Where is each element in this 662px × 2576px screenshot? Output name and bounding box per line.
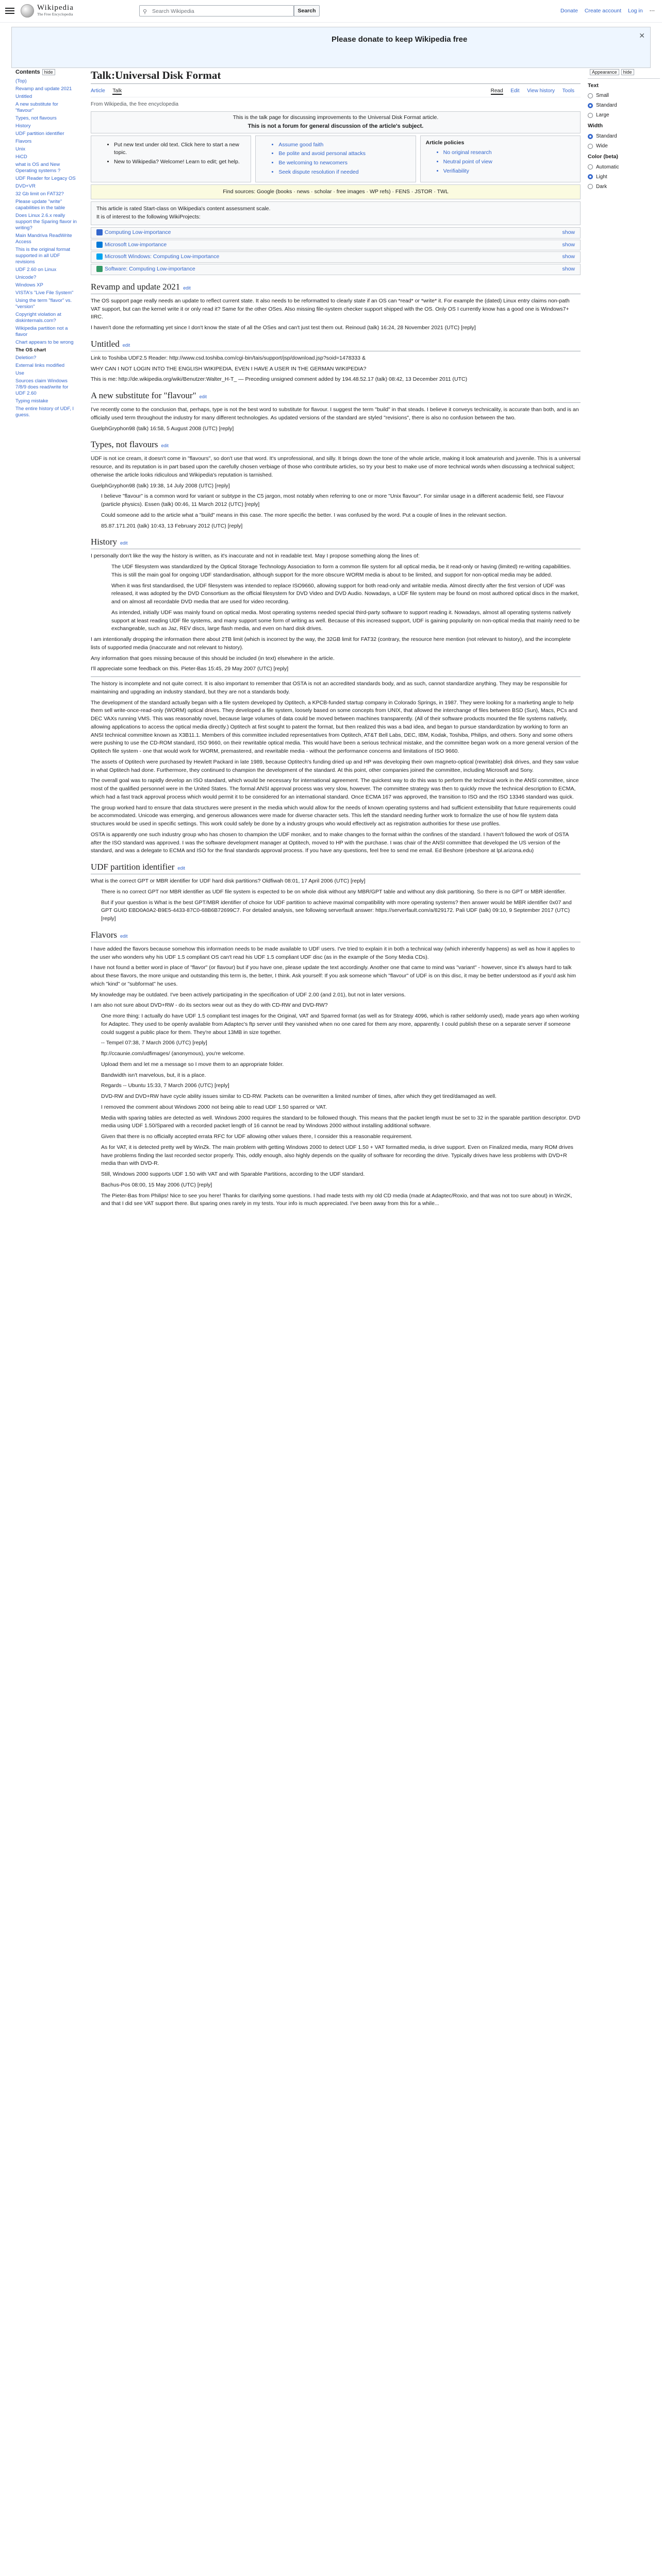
wikiproject-name[interactable]: Software: Computing (105, 266, 156, 272)
comment-paragraph: I have added the flavors because somehow this information needs to be made available to UDF users. I've tried to explain it in both a technical way (which inherently happens) as well as how it applies to the user who wonders why his UDF 1.5 compliant OS can't read his UDF 1.5 compliant UDF disc (as in the example of the Sony Media CDs). (91, 945, 575, 960)
toc-title: Contents hide (15, 68, 77, 77)
comment-paragraph: The history is incomplete and not quite correct. It is also important to remember that OSTA is not an accredited standards body, and as such, cannot standardize anything. They may be responsible for maintaining and upgrading an industry standard, but they are not a standards body. (91, 681, 568, 695)
comment-paragraph: I am also not sure about DVD+RW - do its sectors wear out as they do with CD-RW and DVD-RW? (91, 1002, 328, 1009)
comment-paragraph: There is no correct GPT nor MBR identifier as UDF file system is expected to be on whole disk without any MBR/GPT table and without any disk partitioning. So there is no GPT or MBR identifier. (101, 888, 566, 895)
toc-item[interactable]: History (15, 123, 31, 129)
more-options-icon[interactable]: ⋯ (649, 8, 655, 14)
appearance-title: Appearance hide (588, 68, 660, 79)
talk-tips (91, 135, 581, 182)
section-heading (91, 281, 581, 294)
width-wide-radio[interactable]: Wide (588, 142, 660, 150)
section-heading (91, 536, 581, 549)
comment-paragraph: I believe "flavour" is a common word for variant or subtype in the C5 jargon, most notably when referring to one or more "Unix flavour". For similar usage in a different academic field, see Flavour (particle physics). Essen (talk) 00:46, 11 March 2012 (UTC) [reply] (101, 493, 564, 507)
width-label: Width (588, 123, 603, 129)
tip-new-topic[interactable]: • Put new text under old text. Click here to start a new topic. (114, 141, 245, 158)
policy-verifiability[interactable]: • Verifiability (443, 167, 575, 176)
section-edit-link[interactable]: edit (199, 394, 207, 399)
width-standard-radio[interactable]: Standard (588, 132, 660, 140)
tip-welcoming[interactable]: • Be welcoming to newcomers (278, 159, 410, 167)
toc-item[interactable]: The entire history of UDF, I guess. (15, 405, 74, 418)
find-sources[interactable]: Find sources: Google (books · news · scholar · free images · WP refs) · FENS · JSTOR · TWL (91, 184, 581, 200)
talk-header-line1: This is the talk page for discussing improvements to the Universal Disk Format article. (233, 114, 439, 121)
policy-nor[interactable]: • No original research (443, 149, 575, 157)
comment-paragraph: Media with sparing tables are detected as well. Windows 2000 requires the standard to be followed though. This means that the packet length must be set to 32 in the sparable partition descriptor. DVD media using UDF 1.50/Spared with a recorded packet length of 16 cannot be read by Windows 2000 without installing additional software. (101, 1114, 581, 1129)
toc-item[interactable]: Chart appears to be wrong (15, 339, 74, 345)
rating-line2: It is of interest to the following WikiProjects: (96, 214, 201, 220)
section-edit-link[interactable]: edit (120, 540, 128, 546)
comment-paragraph: I am intentionally dropping the information there about 2TB limit (which is incorrect by the way, the 32GB limit for FAT32 (contrary, the resource here mention (not relevant to history), and the incomplete lists of supported media (inaccurate and not relevant to history). (91, 636, 571, 651)
comment-paragraph: What is the correct GPT or MBR identifier for UDF hard disk partitions? Oldfiwah 08:01, 17 April 2006 (UTC) [reply] (91, 878, 366, 884)
section-title: History (91, 537, 117, 547)
section-title: Flavors (91, 929, 117, 940)
page-tabs (91, 87, 581, 97)
wikipedia-tagline: The Free Encyclopedia (37, 12, 73, 16)
wikiproject-importance[interactable]: Low-importance (132, 229, 171, 235)
comment-paragraph: Could someone add to the article what a "build" means in this case. The more specific the better. I was confused by the word. Put a couple of lines in the relevant section. (101, 512, 507, 518)
toc-item[interactable]: The OS chart (15, 347, 46, 353)
toc-item[interactable]: HiCD (15, 154, 27, 160)
toc-item[interactable]: Types, not flavours (15, 115, 57, 121)
site-sub: From Wikipedia, the free encyclopedia (91, 101, 179, 107)
color-automatic-radio[interactable]: Automatic (588, 163, 660, 171)
wikiproject-label (96, 253, 219, 261)
tab-tools[interactable]: Tools (562, 88, 574, 94)
comment-paragraph: But if your question is What is the best GPT/MBR identifier of choice for UDF partition to achieve maximal compatibility with more operating systems? then answer would be MBR identifier 0x07 and GPT GUID EBD0A0A2-B9E5-4433-87C0-68B6B72699C7. For detailed analysis, see following serverfault answer: https://serverfault.com/a/829172. Pali UDF (talk) 09:10, 9 September 2017 (UTC) [reply] (101, 899, 572, 922)
section-title: Types, not flavours (91, 439, 158, 450)
color-light-radio[interactable]: Light (588, 173, 660, 181)
toc-item[interactable]: Unix (15, 146, 26, 152)
comment-paragraph: The overall goal was to rapidly develop an ISO standard, which would be necessary for international agreement. The quickest way to do this was to perform the technical work in the ANSI committee, since most of the qualified personnel were in the United States. The formal ANSI approval process was very slow, however. The committee strategy was then to quickly move the technical description to ECMA, which had a fast track approval process which would permit it to be considered for an international standard. Once ECMA 167 was approved, the transition to ISO and the ISO 13346 standard was quick. (91, 777, 579, 800)
toc-item[interactable]: Use (15, 370, 24, 376)
comment-paragraph: The Pieter-Bas from Philips! Nice to see you here! Thanks for clarifying some questions. I had made tests with my old CD media (made at Adaptec/Roxio, and that was not too sure about) in Win2K, and that I did see VAT support there. But sparing ones rarely in my tests. Your info is much appreciated. I've been away from this for a while... (101, 1192, 572, 1207)
separator (91, 676, 581, 677)
comment-paragraph: The group worked hard to ensure that data structures were present in the media which would allow for the needs of known operating systems and had sufficient extensibility that future requirements could be accommodated. Unicode was emerging, and generous allowances were made for diverse character sets. This left the standard needing further work to formalize the use of how file system data structures would be used in specific settings. This work could safely be done by a industry groups who would effectively act as registration authorities for these use profiles. (91, 804, 576, 827)
comment-paragraph: As for VAT, it is detected pretty well by WinZk. The main problem with getting Windows 2000 to detect UDF 1.50 + VAT formatted media, is drive support. Even on Finalized media, many ROM drives have problems finding the last recorded sector properly. This, oddly enough, also highly depends on the quality of software for recording the drive. Typically drives have less problems with DVD+R media than with DVD-R. (101, 1144, 573, 1167)
toc-item[interactable]: Wikipedia partition not a flavor (15, 325, 68, 337)
wikiproject-icon (96, 242, 103, 248)
color-dark-radio[interactable]: Dark (588, 183, 660, 191)
section-title: UDF partition identifier (91, 862, 175, 872)
comment-paragraph: Any information that goes missing because of this should be included (in text) elsewhere in the article. (91, 655, 335, 662)
appearance-hide-button[interactable]: hide (621, 69, 634, 75)
toc-item[interactable]: Unicode? (15, 274, 37, 280)
site-header (0, 0, 662, 23)
toc-item[interactable]: DVD+VR (15, 183, 36, 189)
tip-welcome[interactable]: • New to Wikipedia? Welcome! Learn to edit; get help. (114, 158, 245, 166)
banner-text: Please donate to keep Wikipedia free (332, 35, 468, 44)
text-small-radio[interactable]: Small (588, 92, 660, 99)
wikipedia-globe-logo[interactable] (21, 4, 34, 18)
search-input[interactable] (139, 5, 294, 16)
tip-polite[interactable]: • Be polite and avoid personal attacks (278, 150, 410, 158)
tip-dispute[interactable]: • Seek dispute resolution if needed (278, 168, 410, 177)
create-account-link[interactable]: Create account (584, 8, 622, 14)
comment-paragraph: The assets of Optitech were purchased by Hewlett Packard in late 1989, because Optitech's funding dried up and HP was developing their own magneto-optical (rewritable) disk drives, and they saw value in what Optitech had done. Furthermore, they continued to champion the development of the standard. At this point, other companies joined the committee, including Microsoft and Sony. (91, 758, 579, 773)
section-edit-link[interactable]: edit (161, 443, 169, 449)
section-title: A new substitute for "flavour" (91, 391, 196, 400)
toc-item[interactable]: This is the original format supported in all UDF revisions (15, 246, 71, 265)
table-of-contents (15, 68, 77, 420)
toc-item[interactable]: what is OS and New Operating systems ? (15, 161, 61, 174)
tab-read[interactable]: Read (490, 88, 503, 94)
appearance-panel (588, 68, 660, 193)
wikiproject-label (96, 241, 167, 249)
comment-paragraph: ftp://ccaunie.com/udfimages/ (anonymous), you're welcome. (101, 1050, 245, 1057)
tips-mid (255, 135, 416, 182)
toc-item[interactable]: Untitled (15, 93, 32, 99)
toc-item[interactable]: 32 Gb limit on FAT32? (15, 191, 64, 197)
comment-paragraph: Upload them and let me a message so I move them to an appropriate folder. (101, 1061, 284, 1067)
toc-item[interactable]: Does Linux 2.6.x really support the Sparing flavor in writing? (15, 212, 77, 231)
wikiproject-name[interactable]: Computing (105, 229, 131, 235)
comment-paragraph: I've recently come to the conclusion that, perhaps, type is not the best word to substitute for flavour. I suggest the term "build" in that steads. I believe it conveys technicality, is accurate than both, and is an officially used term throughout the industry for many different technologies. As updated versions of the standard are styled "revisions", there is also no confusion between the two. (91, 406, 579, 421)
section-edit-link[interactable]: edit (122, 342, 130, 348)
personal-tools (555, 7, 655, 15)
comment-paragraph: OSTA is apparently one such industry group who has chosen to champion the UDF moniker, and to make changes to the format within the confines of the standard. I haven't followed the work of OSTA after the ISO standard was approved. I was the software development manager at Optitech, moved to HP with the purchase. I was chair of the ANSI committee that developed the US version of the standard, and was a delegate to ECMA and ISO for the final standards approval process. If you have any questions, feel free to send me email. Ed Beshore (ebeshore at lpl.arizona.edu) (91, 831, 569, 854)
text-large-radio[interactable]: Large (588, 111, 660, 119)
toc-hide-button[interactable]: hide (42, 69, 55, 75)
section-heading (91, 439, 581, 452)
toc-item[interactable]: Typing mistake (15, 398, 48, 404)
talk-header (91, 111, 581, 133)
comment-paragraph: This is me: http://de.wikipedia.org/wiki/Benutzer:Walter_H-T_ — Preceding unsigned comment added by 194.48.52.17 (talk) 08:42, 13 December 2011 (UTC) (91, 376, 468, 383)
toc-item[interactable]: External links modified (15, 362, 65, 368)
toc-item[interactable]: Deletion? (15, 354, 37, 361)
comment-paragraph: I haven't done the reformatting yet since I don't know the state of all the OSes and can't just test them out. Reinoud (talk) 16:24, 28 November 2021 (UTC) [reply] (91, 325, 476, 331)
policy-npov[interactable]: • Neutral point of view (443, 158, 575, 166)
wikiproject-icon (96, 266, 103, 272)
comment-paragraph: WHY CAN I NOT LOGIN INTO THE ENGLISH WIKIPEDIA, EVEN I HAVE A USER IN THE GERMAN WIKIPEDIA? (91, 365, 367, 372)
toc-item[interactable]: Flavors (15, 138, 32, 144)
donation-banner (11, 27, 651, 68)
toc-item[interactable]: VISTA's "Live File System" (15, 290, 74, 296)
wikiproject-name[interactable]: Microsoft (105, 241, 127, 248)
comment-paragraph: I have not found a better word in place of "flavor" (or flavour) but if you have one, please update the text accordingly. Another one that came to mind was "variant" - however, since it's always hard to talk about these flavors, the more unique and outstanding this term is, the better, I think. Ask yourself: If you ask someone which "flavour" of UDF is on this disc, it may be better understood as if you'd ask him which "kind" or "subformat" he uses. (91, 964, 576, 987)
wikiproject-importance[interactable]: Low-importance (180, 253, 220, 260)
wikiproject-label (96, 265, 195, 274)
search-placeholder: Search Wikipedia (152, 8, 194, 14)
comment-paragraph: I personally don't like the way the history is written, as it's inaccurate and not in readable text. May I propose something along the lines of: (91, 553, 420, 560)
page-title: Talk:Universal Disk Format (91, 68, 581, 84)
wikiproject-row (91, 240, 581, 251)
wikiproject-row (91, 251, 581, 263)
comment-paragraph: As intended, initially UDF was mainly found on optical media. Most operating systems needed special third-party software to support reading it. Nowadays, almost all operating systems natively support at least reading UDF file systems, and many support some form of writing as well. Because of this increased support, UDF is gaining popularity on non-optical media that mainly need to be exchangeable, such as Jaz, REV discs, large flash media, and even on hard disk drives. (111, 609, 580, 632)
wikiproject-icon (96, 229, 103, 235)
toc-item[interactable]: Using the term "flavor" vs. "version" (15, 297, 72, 310)
wikiproject-row (91, 264, 581, 275)
tip-good-faith[interactable]: • Assume good faith (278, 141, 410, 149)
wikiproject-importance[interactable]: Low-importance (156, 266, 195, 272)
login-link[interactable]: Log in (627, 8, 643, 14)
wikipedia-wordmark[interactable]: Wikipedia (37, 4, 74, 12)
comment-paragraph: DVD-RW and DVD+RW have cycle ability issues similar to CD-RW. Packets can be overwritten a limited number of times, after which they get tired/damaged as well. (101, 1093, 497, 1099)
section-heading (91, 929, 581, 942)
comment-paragraph: One more thing: I actually do have UDF 1.5 compliant test images for the Original, VAT and Sparred format (as well as for Strategy 4096, which is rather seldomly used), made years ago when working for Adaptec. They used to be openly available from Adaptec's ftp server until they vanished when no one cared for them any more, apparently. I could publish these on a separate server if someone could suggest a public place for them. They're about 13MB in size together. (101, 1013, 580, 1036)
talk-header-line2: This is not a forum for general discussion of the article's subject. (247, 123, 424, 129)
section-edit-link[interactable]: edit (177, 866, 185, 871)
wikiproject-importance[interactable]: Low-importance (128, 241, 167, 248)
toc-item[interactable]: A new substitute for "flavour" (15, 101, 58, 113)
comment-paragraph: Link to Toshiba UDF2.5 Reader: http://www.csd.toshiba.com/cgi-bin/tais/support/jsp/download.jsp?soid=1478333 & (91, 354, 366, 361)
comment-paragraph: Still, Windows 2000 supports UDF 1.50 with VAT and with Sparable Partitions, according to the UDF standard. (101, 1171, 365, 1177)
comment-paragraph: Given that there is no officially accepted errata RFC for UDF allowing other values there, I consider this a reasonable requirement. (101, 1133, 412, 1140)
toc-item[interactable]: Sources claim Windows 7/8/9 does read/write for UDF 2.60 (15, 378, 69, 396)
rating-line1: This article is rated Start-class on Wikipedia's content assessment scale. (96, 206, 271, 212)
toc-item[interactable]: Please update "write" capabilities in the table (15, 198, 65, 211)
close-icon[interactable]: ✕ (639, 31, 645, 40)
section-edit-link[interactable]: edit (183, 285, 191, 291)
color-label: Color (beta) (588, 154, 618, 160)
search-button[interactable]: Search (294, 5, 320, 16)
section-heading (91, 390, 581, 403)
toc-item[interactable]: (Top) (15, 78, 27, 84)
toc-item[interactable]: Windows XP (15, 282, 43, 288)
comment-paragraph: The OS support page really needs an update to reflect current state. It also needs to be reformatted to clearly state if an OS can *read* or *write* it. For example the (dated) Linux entry claims non-path VAT support, but can the kernel write it or only read it? Same for the other OSes. Also missing file-system checker support shipped with the OS. Only OS I currently know has a good one is Windows7+ IIRC. (91, 297, 570, 320)
rating-box (91, 201, 581, 225)
section-title: Revamp and update 2021 (91, 281, 180, 292)
main-content (91, 68, 581, 1211)
tab-edit[interactable]: Edit (510, 88, 520, 94)
tips-left (91, 135, 251, 182)
wikiproject-row (91, 227, 581, 239)
section-title: Untitled (91, 338, 120, 349)
comment-paragraph: -- Tempel 07:38, 7 March 2006 (UTC) [reply] (101, 1040, 207, 1046)
comment-paragraph: My knowledge may be outdated. I've been actively participating in the specification of UDF 2.00 (and 2.01), but not in later versions. (91, 991, 406, 998)
toc-item[interactable]: UDF Reader for Legacy OS (15, 175, 76, 181)
wikiproject-label (96, 229, 171, 237)
comment-paragraph: When it was first standardised, the UDF filesystem was intended to replace ISO9660, allowing support for both read-only and writable media. Almost directly after the first version of UDF was released, it was adopted by the DVD Consortium as the official filesystem for DVD Video and DVD Audio. Nowadays, a UDF file system may be found on most authored optical discs in the market, and on almost all recordable DVD media that are used for video recording. (111, 582, 579, 605)
donate-link[interactable]: Donate (560, 8, 578, 14)
section-heading (91, 338, 581, 351)
show-button[interactable]: show (562, 253, 575, 260)
comment-paragraph: Bandwidth isn't marvelous, but, it is a place. (101, 1072, 206, 1078)
toc-item[interactable]: Copyright violation at diskinternals.com? (15, 311, 61, 324)
tips-right (420, 135, 581, 182)
comment-paragraph: GuelphGryphon98 (talk) 19:38, 14 July 2008 (UTC) [reply] (91, 482, 230, 489)
wikiproject-icon (96, 253, 103, 260)
comment-paragraph: 85.87.171.201 (talk) 10:43, 13 February 2012 (UTC) [reply] (101, 522, 243, 529)
toc-item[interactable]: UDF 2.60 on Linux (15, 266, 57, 273)
comment-paragraph: Regards -- Ubuntu 15:33, 7 March 2006 (UTC) [reply] (101, 1082, 229, 1089)
comment-paragraph: The UDF filesystem was standardized by the Optical Storage Technology Association to form a common file system for all optical media, be it read-only or having (limited) re-writing capabilities. This is still the main goal for ongoing UDF standardisation, although support for the more obscure WORM media is about to be limited, and support for non-optical media may be added. (111, 564, 571, 578)
text-size-label: Text (588, 82, 599, 89)
comment-paragraph: UDF is not ice cream, it doesn't come in "flavours", so don't use that word. It's unprofessional, and silly. It brings down the tone of the whole article, making it look amateurish and juvenile. This is a universal resource, and its reputation is in part based upon the carefully chosen verbiage of those who contribute articles, so try your best to make use of more technical words when discussing a technical subject; otherwise the article looks ridiculous and Wikipedia's reputation is tarnished. (91, 455, 581, 478)
comment-paragraph: GuelphGryphon98 (talk) 16:58, 5 August 2008 (UTC) [reply] (91, 425, 234, 432)
section-edit-link[interactable]: edit (120, 933, 128, 939)
tab-view-history[interactable]: View history (527, 88, 555, 94)
comment-paragraph: The development of the standard actually began with a file system developed by Optitech, a KPCB-funded startup company in Colorado Springs, in 1987. They were looking for a marketing angle to help them sell write-once-read-only (WORM) optical drives. They developed a file system, loosely based on some concepts from UNIX, that allowed the interchange of files between BSD (Sun), Macs, PCs and DEC VAXs running VMS. This was reasonably novel, because large volumes of data could be moved between machines transparently. (All of their software products mounted the file systems natively, allowing applications to access the optical media directly.) Optitech at first sought to patent the format, but then realized this was a bad idea, and began to pursue standardization by working to form an ANSI technical committee known as X3B11.1. Members of this committee included representatives from Optitech, AT&T Bell Labs, DEC, IBM, Kodak, Toshiba, Philips, and others. Sony and some others were pushing to use the CD-ROM standard, ISO 9660, on their rewritable optical media. This would have been a serious technical mistake, and the committee began work on a more general version of the Optitech file system - one that would work for WORM, premastered, and rewritable media - without the performance concerns and limitations of ISO 9660. (91, 699, 578, 754)
wikiproject-name[interactable]: Microsoft Windows: Computing (105, 253, 179, 260)
toc-item[interactable]: Main Mandriva ReadWrite Access (15, 232, 72, 245)
comment-paragraph: I'll appreciate some feedback on this. Pieter-Bas 15:45, 29 May 2007 (UTC) [reply] (91, 666, 289, 672)
comment-paragraph: I removed the comment about Windows 2000 not being able to read UDF 1.50 sparred or VAT. (101, 1104, 327, 1110)
show-button[interactable]: show (562, 266, 575, 272)
tab-talk[interactable]: Talk (112, 88, 122, 94)
show-button[interactable]: show (562, 229, 575, 235)
search-icon: ⚲ (143, 9, 147, 15)
policies-title: Article policies (425, 139, 465, 146)
section-heading (91, 861, 581, 874)
text-standard-radio[interactable]: Standard (588, 101, 660, 109)
show-button[interactable]: show (562, 241, 575, 248)
main-menu-icon[interactable] (5, 6, 14, 14)
toc-item[interactable]: UDF partition identifier (15, 130, 64, 137)
tab-article[interactable]: Article (91, 88, 105, 94)
comment-paragraph: Bachus-Pos 08:00, 15 May 2006 (UTC) [reply] (101, 1181, 212, 1188)
toc-item[interactable]: Revamp and update 2021 (15, 86, 72, 92)
